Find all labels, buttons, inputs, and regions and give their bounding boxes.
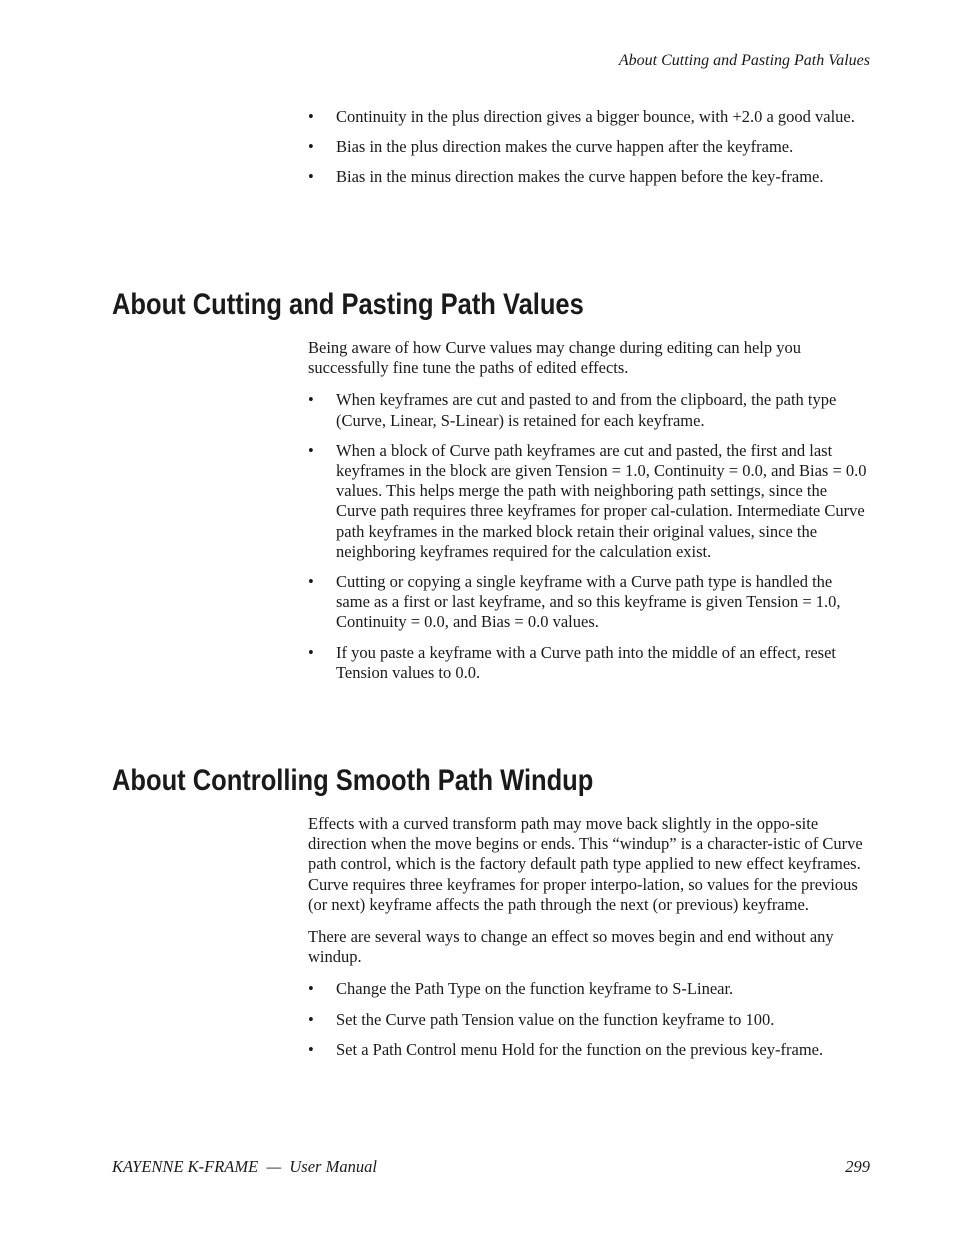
- list-item: [308, 1040, 870, 1060]
- list-item: [308, 572, 870, 633]
- section1-paragraph: Being aware of how Curve values may change during editing can help you successfully fine tune the paths of edited effects.: [308, 338, 802, 378]
- list-item: [308, 137, 870, 157]
- list-item: [308, 107, 870, 127]
- section1-body: [308, 338, 870, 683]
- list-item-text: When keyframes are cut and pasted to and from the clipboard, the path type (Curve, Linear, S-Linear) is retained for each keyframe.: [336, 390, 837, 430]
- bullet-icon: •: [308, 167, 314, 187]
- list-item-text: Bias in the minus direction makes the curve happen before the key-frame.: [336, 167, 824, 187]
- section-title-cutting-pasting: About Cutting and Pasting Path Values: [112, 288, 584, 321]
- bullet-icon: •: [308, 1039, 314, 1059]
- section2-bullet-list: [308, 979, 870, 1060]
- list-item-text: Set a Path Control menu Hold for the function on the previous key-frame.: [336, 1039, 824, 1059]
- list-item-text: Change the Path Type on the function keyframe to S-Linear.: [336, 979, 734, 999]
- list-item-text: If you paste a keyframe with a Curve path into the middle of an effect, reset Tension values to 0.0.: [336, 642, 837, 682]
- intro-bullets-block: [308, 107, 870, 188]
- list-item-text: Continuity in the plus direction gives a bigger bounce, with +2.0 a good value.: [336, 107, 855, 126]
- list-item: [308, 441, 870, 562]
- list-item: [308, 167, 870, 187]
- footer-book-title: KAYENNE K-FRAME — User Manual: [112, 1157, 377, 1176]
- intro-bullet-list: [308, 107, 870, 188]
- running-header: About Cutting and Pasting Path Values: [618, 52, 870, 69]
- list-item-text: When a block of Curve path keyframes are cut and pasted, the first and last keyframes in the block are given Tension = 1.0, Continuity = 0.0, and Bias = 0.0 values. This helps merge the path with neighboring path settings, since the Curve path requires three keyframes for proper cal-culation. Intermediate Curve path keyframes in the marked block retain their original values, since the neighboring keyframes required for the calculation exist.: [336, 440, 867, 561]
- list-item-text: Set the Curve path Tension value on the function keyframe to 100.: [336, 1009, 775, 1029]
- bullet-icon: •: [308, 1009, 314, 1029]
- bullet-icon: •: [308, 107, 314, 126]
- list-item: [308, 979, 870, 999]
- bullet-icon: •: [308, 137, 314, 157]
- section1-bullet-list: [308, 390, 870, 683]
- list-item: [308, 1010, 870, 1030]
- bullet-icon: •: [308, 979, 314, 999]
- section2-paragraph-2: There are several ways to change an effect so moves begin and end without any windup.: [308, 927, 834, 967]
- section2-paragraph-1: Effects with a curved transform path may move back slightly in the oppo-site direction when the move begins or ends. This “windup” is a character-istic of Curve path control, which is the factory default path type applied to new effect keyframes. Curve requires three keyframes for proper interpo-lation, so values for the previous (or next) keyframe affects the path through the next (or previous) keyframe.: [308, 814, 863, 914]
- list-item: [308, 643, 870, 683]
- section-title-smooth-path-windup: About Controlling Smooth Path Windup: [112, 764, 594, 797]
- list-item: [308, 390, 870, 430]
- section2-body: [308, 814, 870, 1060]
- bullet-icon: •: [308, 390, 314, 410]
- bullet-icon: •: [308, 642, 314, 662]
- list-item-text: Bias in the plus direction makes the curve happen after the keyframe.: [336, 137, 794, 157]
- bullet-icon: •: [308, 572, 314, 592]
- bullet-icon: •: [308, 440, 314, 460]
- list-item-text: Cutting or copying a single keyframe with a Curve path type is handled the same as a first or last keyframe, and so this keyframe is given Tension = 1.0, Continuity = 0.0, and Bias = 0.0 values.: [336, 572, 841, 632]
- footer-page-number: 299: [845, 1157, 870, 1176]
